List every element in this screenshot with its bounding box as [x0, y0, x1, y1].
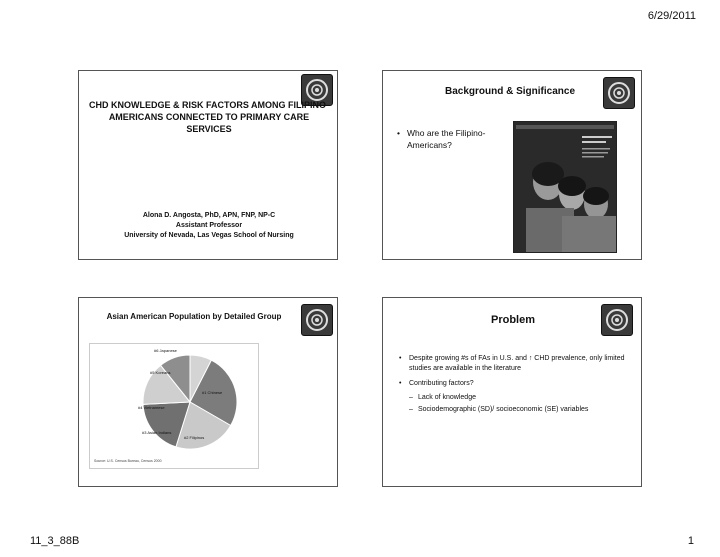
bullet-dash: – [409, 406, 413, 413]
slide-title: Asian American Population by Detailed Group [106, 312, 282, 321]
bullet-dot: • [397, 128, 400, 138]
school-seal-logo [601, 304, 633, 336]
list-item [399, 379, 635, 389]
slide-2-background [382, 70, 642, 260]
bullet-dot: • [399, 380, 402, 387]
author-name: Alona D. Angosta, PhD, APN, FNP, NP-C [142, 212, 276, 219]
author-role: Assistant Professor [175, 222, 243, 229]
school-seal-logo [301, 304, 333, 336]
pie-slice-label: #6 Japanese [154, 348, 177, 353]
pie-slice-label: #1 Chinese [202, 390, 223, 395]
footer-document-id: 11_3_88B [30, 535, 80, 547]
sub-bullet-text: Sociodemographic (SD)/ socioeconomic (SE) variables [418, 406, 589, 413]
bullet-text: Despite growing #s of FAs in U.S. and ↑ CHD prevalence, only limited studies are available in the literature [409, 355, 625, 372]
sub-list-item [409, 405, 635, 415]
list-item [399, 354, 635, 373]
slide-3-population-chart [78, 297, 338, 487]
pie-slice-label: #2 Filipinos [184, 435, 205, 440]
bullet-dash: – [409, 393, 413, 401]
page-date: 6/29/2011 [647, 10, 696, 22]
brochure-photo [513, 121, 617, 253]
page-number: 1 [687, 535, 694, 547]
school-seal-logo [603, 77, 635, 109]
sub-list-item [409, 393, 635, 403]
pie-chart-container [89, 343, 259, 469]
bullet-list [397, 127, 507, 151]
slide-title: Problem [490, 314, 535, 326]
author-affiliation: University of Nevada, Las Vegas School of Nursing [124, 232, 294, 239]
bullet-text: Who are the Filipino-Americans? [407, 128, 486, 150]
sub-bullet-text: Lack of knowledge [418, 393, 476, 401]
bullet-list [399, 354, 635, 415]
author-block [87, 211, 331, 241]
list-item [397, 127, 507, 151]
slide-1-title [78, 70, 338, 260]
slide-4-problem [382, 297, 642, 487]
bullet-dot: • [399, 355, 402, 362]
chart-source-note: Source: U.S. Census Bureau, Census 2000 [94, 459, 162, 463]
presentation-title: CHD KNOWLEDGE & RISK FACTORS AMONG FILIPINO-AMERICANS CONNECTED TO PRIMARY CARE SERVICES [89, 100, 329, 134]
bullet-text: Contributing factors? [409, 380, 474, 387]
pie-chart [90, 344, 258, 468]
pie-slice-label: #3 Asian Indians [142, 430, 172, 435]
slide-title: Background & Significance [444, 86, 576, 97]
pie-slice-label: #4 Vietnamese [138, 405, 165, 410]
pie-slice-label: #5 Koreans [150, 370, 171, 375]
